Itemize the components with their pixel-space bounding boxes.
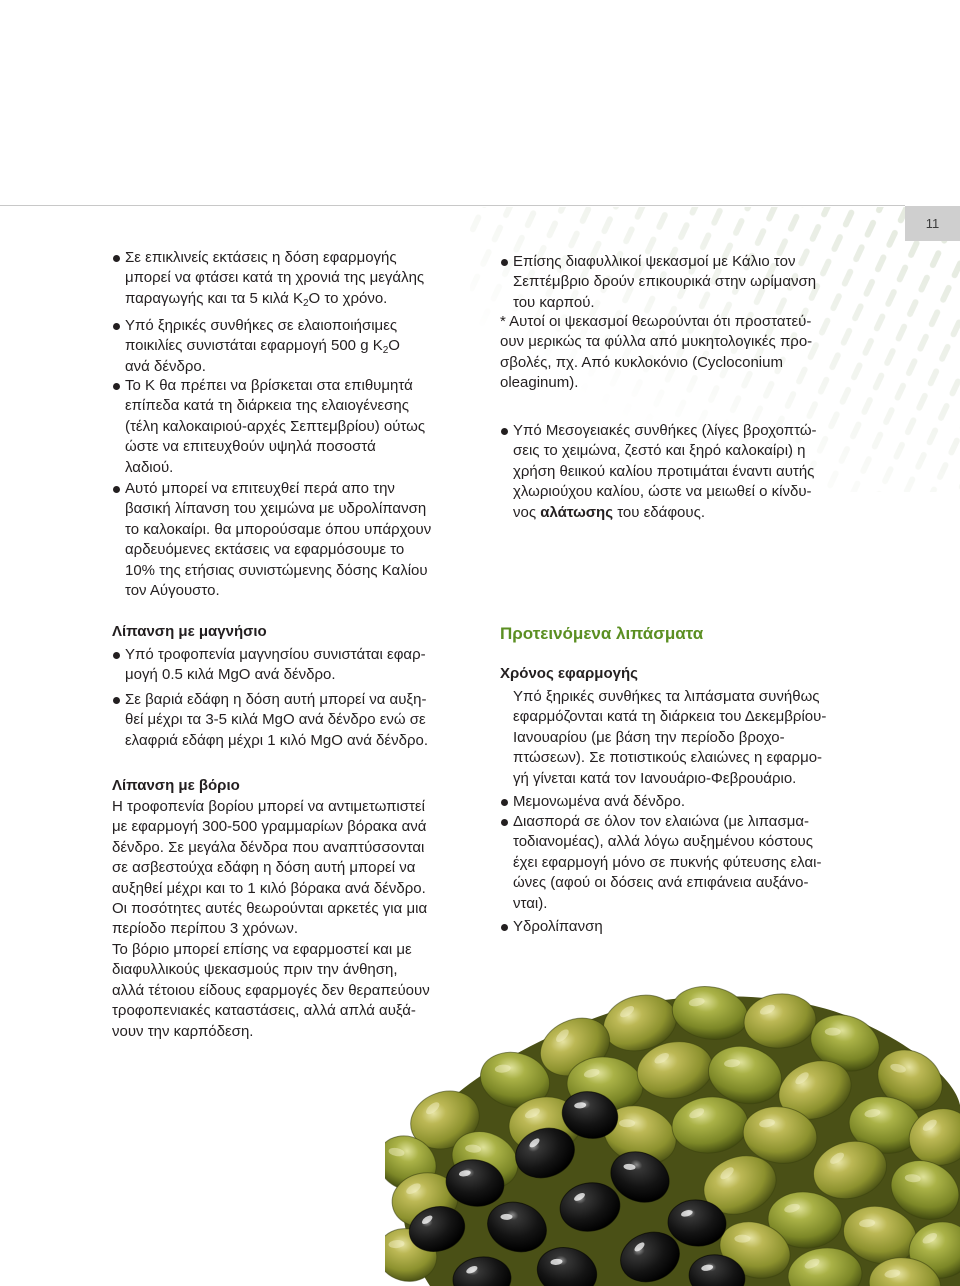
text-line: Το K θα πρέπει να βρίσκεται στα επιθυμητά — [125, 377, 413, 394]
potassium-bullet-fertigation — [112, 479, 431, 601]
text-line: δένδρο. Σε μεγάλα δένδρα που αναπτύσσονται — [112, 838, 425, 856]
text-line: εφαρμόζονται κατά τη διάρκεια του Δεκεμβρίου- — [513, 708, 827, 726]
text-line: λαδιού. — [125, 458, 174, 476]
bullet-icon — [501, 819, 508, 826]
text-line: θεί μέχρι τα 3-5 κιλά MgO ανά δένδρο ενώ σε — [125, 711, 426, 729]
text-line: το καλοκαίρι. θα μπορούσαμε όπου υπάρχουν — [125, 520, 432, 538]
text-line: τοδιανομέας), αλλά λόγω αυξημένου κόστους — [513, 833, 813, 851]
bullet-icon — [113, 697, 120, 704]
potassium-spray-bullet — [500, 252, 816, 313]
text-line: σβολές, πχ. Από κυκλοκόνιο (Cycloconium — [500, 353, 783, 371]
section-heading-boron: Λίπανση με βόριο — [112, 777, 240, 794]
text-line: μπορεί να φτάσει κατά τη χρονιά της μεγάλης — [125, 269, 425, 287]
text-line: Σε βαριά εδάφη η δόση αυτή μπορεί να αυξη- — [125, 691, 427, 708]
spray-footnote — [500, 312, 812, 394]
potassium-bullet-dry — [112, 316, 400, 377]
potassium-bullet-levels — [112, 376, 425, 478]
header-rule — [0, 205, 905, 206]
olive-highlight — [825, 1028, 841, 1036]
text-line — [513, 503, 817, 523]
text-fragment: του εδάφους. — [613, 503, 706, 521]
text-line: γή γίνεται κατά τον Ιανουάριο-Φεβρουάριο. — [513, 769, 797, 787]
text-fragment: παραγωγής και τα 5 κιλά K — [125, 289, 303, 307]
bold-term: αλάτωσης — [540, 503, 614, 521]
text-line: Σε επικλινείς εκτάσεις η δόση εφαρμογής — [125, 249, 397, 266]
bullet-icon — [113, 255, 120, 262]
text-line: αρδευόμενες εκτάσεις να εφαρμόσουμε το — [125, 541, 405, 559]
application-time-paragraph — [513, 687, 826, 789]
text-line — [125, 336, 400, 356]
method-bullet-fertigation — [500, 917, 603, 937]
olive-highlight — [619, 1119, 635, 1127]
text-line: Υδρολίπανση — [513, 918, 603, 935]
text-line: Διασπορά σε όλον τον ελαιώνα (με λιπασμα- — [513, 813, 810, 830]
boron-paragraph-1 — [112, 797, 427, 940]
method-bullet-broadcast — [500, 812, 821, 914]
subheading-application-time: Χρόνος εφαρμογής — [500, 665, 638, 682]
subscript: 2 — [382, 345, 389, 357]
bullet-icon — [501, 924, 508, 931]
text-line: μογή 0.5 κιλά MgO ανά δένδρο. — [125, 666, 336, 684]
subscript: 2 — [302, 297, 309, 309]
text-line: περίοδο περίπου 3 χρόνων. — [112, 920, 298, 938]
text-fragment: O το χρόνο. — [308, 289, 388, 307]
boron-paragraph-2 — [112, 940, 430, 1042]
text-line: ουν μερικώς τα φύλλα από μυκητολογικές προ- — [500, 333, 813, 351]
magnesium-bullet-soils — [112, 690, 428, 751]
text-line: αυξηθεί μέχρι και το 1 κιλό βόρακα ανά δένδρο. — [112, 879, 426, 897]
text-line: Υπό τροφοπενία μαγνησίου συνιστάται εφαρ- — [125, 646, 426, 663]
text-line: βασική λίπανση του χειμώνα με υδρολίπανση — [125, 500, 427, 518]
text-line: Μεμονωμένα ανά δένδρο. — [513, 793, 685, 810]
bullet-icon — [501, 259, 508, 266]
page-number: 11 — [905, 206, 960, 241]
section-heading-magnesium: Λίπανση με μαγνήσιο — [112, 623, 267, 640]
text-line: αλλά τέτοιου είδους εφαρμογές δεν θεραπεύουν — [112, 981, 430, 999]
text-line: oleaginum). — [500, 374, 579, 392]
text-line: Υπό Μεσογειακές συνθήκες (λίγες βροχοπτώ- — [513, 422, 817, 439]
text-line: (τέλη καλοκαιριού-αρχές Σεπτεμβρίου) ούτως — [125, 417, 426, 435]
text-line: χρήση θειικού καλίου προτιμάται έναντι αυτής — [513, 462, 815, 480]
text-fragment: O — [388, 337, 400, 355]
text-line: Ιανουαρίου (με βάση την περίοδο βροχο- — [513, 728, 785, 746]
text-line: ελαφριά εδάφη μέχρι 1 κιλό MgO ανά δένδρο. — [125, 731, 428, 749]
bullet-icon — [113, 652, 120, 659]
magnesium-bullet-deficiency — [112, 645, 426, 686]
text-line: χλωριούχου καλίου, ώστε να μειωθεί ο κίνδυ- — [513, 483, 812, 501]
text-line: τροφοπενιακές καταστάσεις, αλλά απλά αυξά- — [112, 1002, 416, 1020]
text-line: ανά δένδρο. — [125, 357, 206, 375]
text-fragment: νος — [513, 503, 541, 521]
text-line: Η τροφοπενία βορίου μπορεί να αντιμετωπιστεί — [112, 798, 425, 815]
method-bullet-per-tree — [500, 792, 685, 812]
text-line: ώστε να επιτευχθούν υψηλά ποσοστά — [125, 438, 376, 456]
potassium-bullet-slopes — [112, 248, 424, 309]
olive-highlight — [501, 1214, 513, 1220]
text-line: Αυτό μπορεί να επιτευχθεί περά απο την — [125, 480, 395, 497]
text-line: Υπό ξηρικές συνθήκες σε ελαιοποιήσιμες — [125, 317, 398, 334]
text-line: τον Αύγουστο. — [125, 581, 220, 599]
text-line: του καρπού. — [513, 293, 595, 311]
text-line — [125, 289, 424, 309]
text-line: Υπό ξηρικές συνθήκες τα λιπάσματα συνήθως — [513, 688, 820, 705]
text-line: ώνες (αφού οι δόσεις ανά επιφάνεια αυξάνο- — [513, 874, 809, 892]
bullet-icon — [113, 323, 120, 330]
bullet-icon — [501, 799, 508, 806]
text-fragment: ποικιλίες συνιστάται εφαρμογή 500 g K — [125, 337, 383, 355]
section-heading-recommended-fertilizers: Προτεινόμενα λιπάσματα — [500, 624, 704, 643]
text-line: * Αυτοί οι ψεκασμοί θεωρούνται ότι προστατεύ- — [500, 313, 812, 330]
bullet-icon — [113, 383, 120, 390]
text-line: έχει εφαρμογή μόνο σε πυκνής φύτευσης ελαι- — [513, 853, 822, 871]
text-line: επίπεδα κατά τη διάρκεια της ελαιογένεσης — [125, 397, 409, 415]
bullet-icon — [113, 486, 120, 493]
mediterranean-bullet — [500, 421, 817, 523]
text-line: με εφαρμογή 300-500 γραμμαρίων βόρακα ανά — [112, 818, 427, 836]
text-line: 10% της ετήσιας συνιστώμενης δόσης Καλίου — [125, 561, 428, 579]
text-line: Επίσης διαφυλλικοί ψεκασμοί με Κάλιο τον — [513, 253, 796, 270]
olives-photo — [385, 985, 960, 1286]
olive-highlight — [734, 1235, 750, 1243]
bullet-icon — [501, 428, 508, 435]
text-line: Το βόριο μπορεί επίσης να εφαρμοστεί και με — [112, 941, 412, 958]
text-line: Οι ποσότητες αυτές θεωρούνται αρκετές για μια — [112, 899, 428, 917]
text-line: σε ασβεστούχα εδάφη η δόση αυτή μπορεί να — [112, 859, 416, 877]
text-line: σεις το χειμώνα, ζεστό και ξηρό καλοκαίρι) η — [513, 442, 806, 460]
text-line: νουν την καρπόδεση. — [112, 1022, 254, 1040]
text-line: Σεπτέμβριο δρούν επικουρικά στην ωρίμανση — [513, 273, 817, 291]
text-line: νται). — [513, 894, 548, 912]
text-line: διαφυλλικούς ψεκασμούς πριν την άνθηση, — [112, 961, 398, 979]
text-line: πτώσεων). Σε ποτιστικούς ελαιώνες η εφαρμο- — [513, 749, 823, 767]
